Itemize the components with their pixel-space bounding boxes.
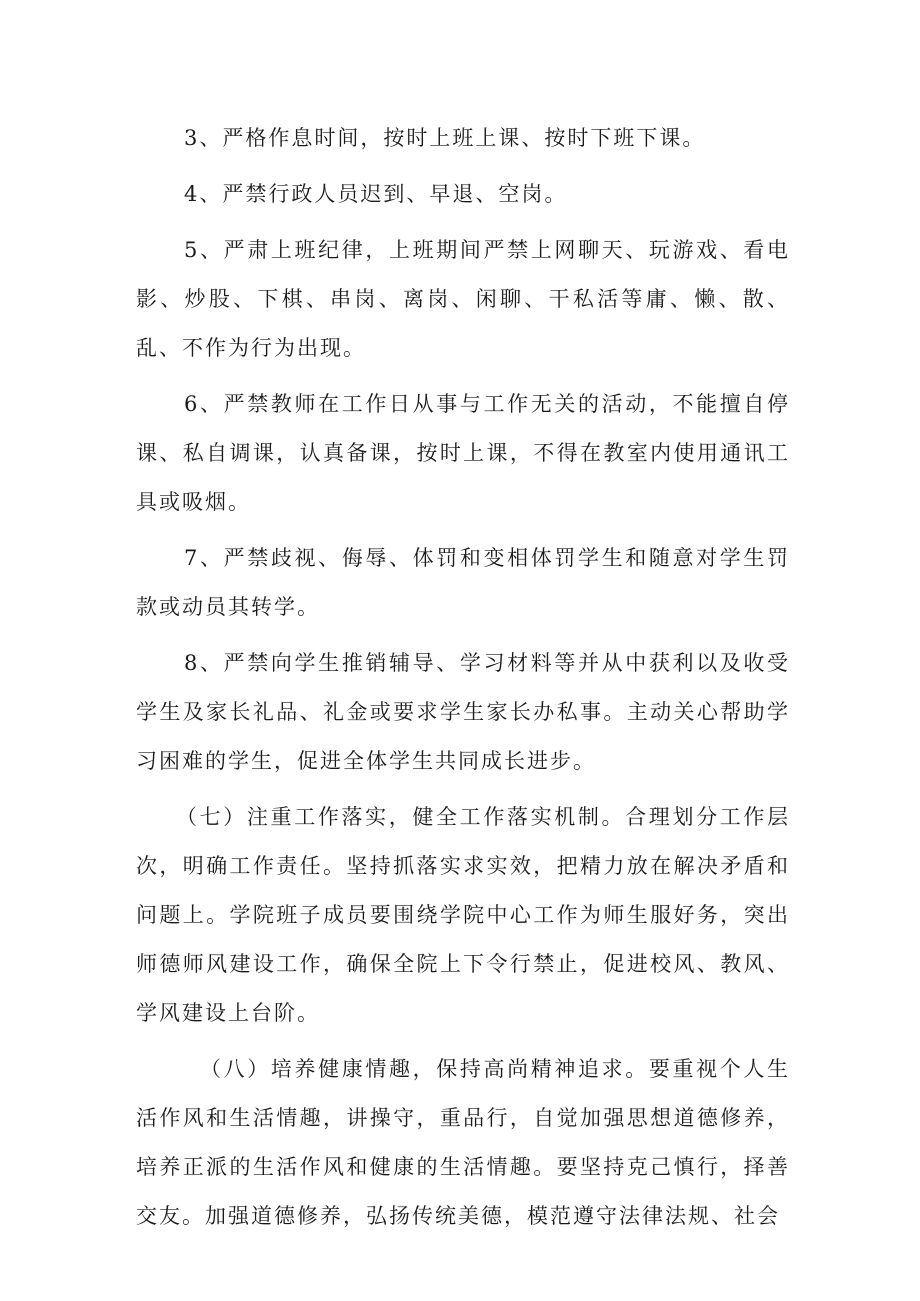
- paragraph-section-8: （八）培养健康情趣，保持高尚精神追求。要重视个人生活作风和生活情趣，讲操守，重品行，自觉加强思想道德修养，培养正派的生活作风和健康的生活情趣。要坚持克己慎行，择善交友。加强道德修养，弘扬传统美德，模范遵守法律法规、社会: [136, 1057, 790, 1228]
- paragraph-rule-6: 6、严禁教师在工作日从事与工作无关的活动，不能擅自停课、私自调课，认真备课，按时上课，不得在教室内使用通讯工具或吸烟。: [136, 392, 790, 514]
- paragraph-rule-8: 8、严禁向学生推销辅导、学习材料等并从中获利以及收受学生及家长礼品、礼金或要求学生家长办私事。主动关心帮助学习困难的学生，促进全体学生共同成长进步。: [136, 651, 790, 773]
- paragraph-rule-7: 7、严禁歧视、侮辱、体罚和变相体罚学生和随意对学生罚款或动员其转学。: [136, 546, 790, 619]
- paragraph-section-7: （七）注重工作落实，健全工作落实机制。合理划分工作层次，明确工作责任。坚持抓落实求实效，把精力放在解决矛盾和问题上。学院班子成员要围绕学院中心工作为师生服好务，突出师德师风建设工作，确保全院上下令行禁止，促进校风、教风、学风建设上台阶。: [136, 805, 790, 1025]
- paragraph-rule-4: 4、严禁行政人员迟到、早退、空岗。: [184, 182, 568, 206]
- document-body: [136, 114, 790, 1248]
- paragraph-rule-5: 5、严肃上班纪律，上班期间严禁上网聊天、玩游戏、看电影、炒股、下棋、串岗、离岗、闲聊、干私活等庸、懒、散、乱、不作为行为出现。: [136, 238, 790, 360]
- paragraph-rule-3: 3、严格作息时间，按时上班上课、按时下班下课。: [184, 126, 706, 150]
